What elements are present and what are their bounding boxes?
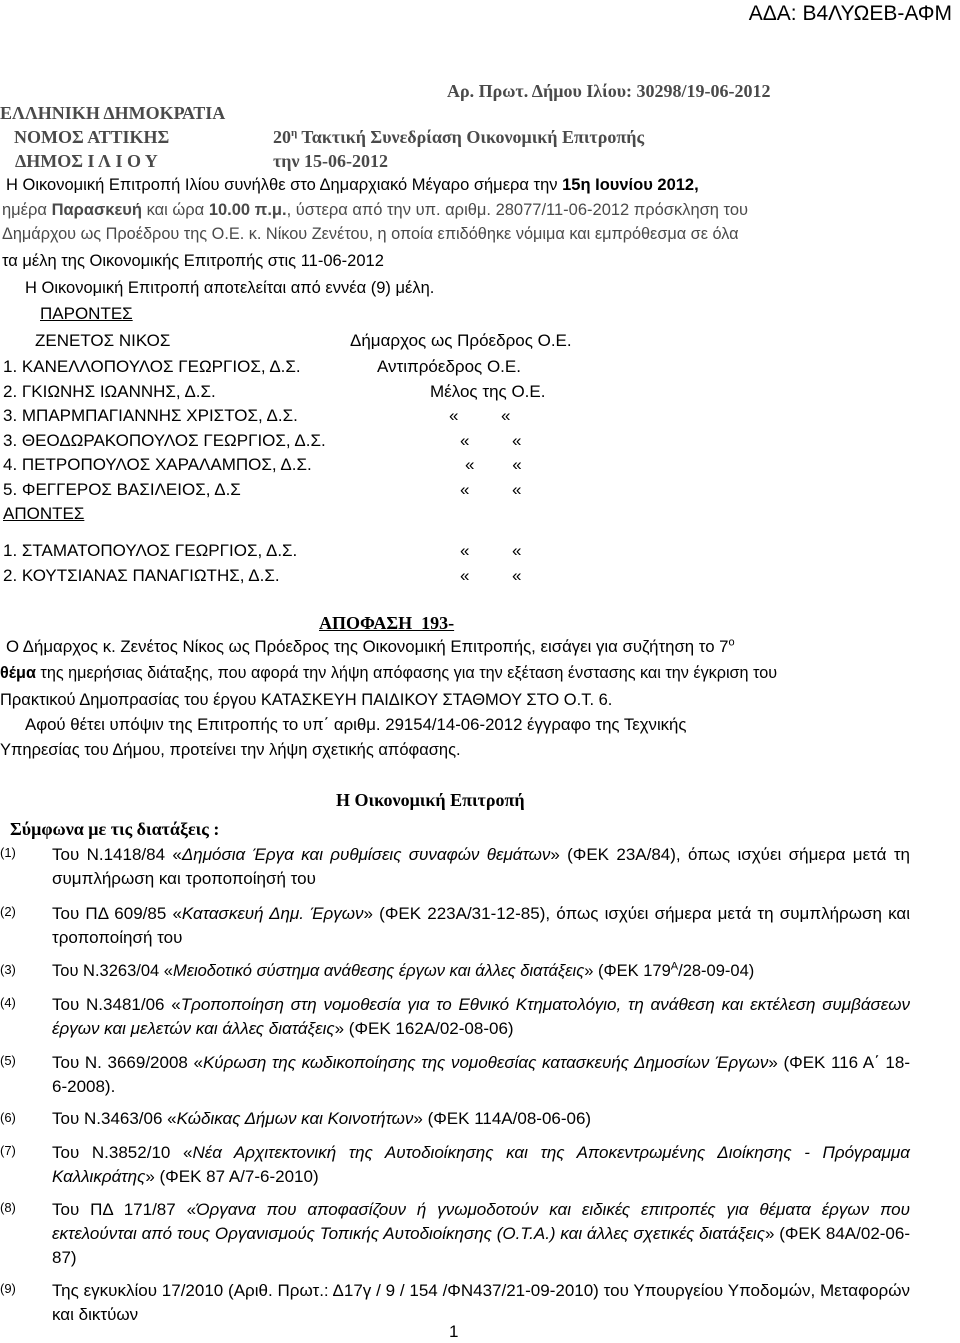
decision-title: ΑΠΟΦΑΣΗ 193- xyxy=(319,613,455,633)
session-title xyxy=(273,126,644,148)
law-text xyxy=(52,843,910,891)
list-item xyxy=(0,993,910,1041)
law-title: Δημόσια Έργα και ρυθμίσεις συναφών θεμάτων xyxy=(181,845,551,864)
law-text xyxy=(52,1051,910,1099)
decision-sup: ο xyxy=(728,636,735,649)
decision-line-1 xyxy=(6,636,735,658)
law-text xyxy=(52,960,754,982)
law-ref: Της εγκυκλίου 17/2010 (Αριθ. Πρωτ.: Δ17γ / 9 / 154 /ΦΝ437/21-09-2010) του Υπουργείου Υποδομών, Μεταφορών και δικτύων xyxy=(52,1281,910,1324)
law-ref: Του Ν.3263/04 « xyxy=(52,962,173,980)
law-title: Κύρωση της κωδικοποίησης της νομοθεσίας κατασκευής Δημοσίων Έργων xyxy=(202,1053,769,1072)
decision-line-5: Υπηρεσίας του Δήμου, προτείνει την λήψη σχετικής απόφασης. xyxy=(0,741,461,759)
member-name: 2. ΓΚΙΩΝΗΣ ΙΩΑΝΝΗΣ, Δ.Σ. xyxy=(3,382,216,401)
protocol-number: Αρ. Πρωτ. Δήμου Ιλίου: 30298/19-06-2012 xyxy=(447,81,771,101)
law-gazette: » (ΦΕΚ 87 Α/7-6-2010) xyxy=(145,1167,319,1186)
session-text: Τακτική Συνεδρίαση Οικονομική Επιτροπής xyxy=(297,127,645,147)
law-title: Νέα Αρχιτεκτονική της Αυτοδιοίκησης και της Αποκεντρωμένης Διοίκησης - Πρόγραμμα Καλλικράτης xyxy=(52,1143,911,1186)
list-item xyxy=(0,960,910,984)
decision-line-4: Αφού θέτει υπόψιν της Επιτροπής το υπ΄ αριθμ. 29154/14-06-2012 έγγραφο της Τεχνικής xyxy=(25,715,687,734)
decision-line-3: Πρακτικού Δημοπρασίας του έργου ΚΑΤΑΣΚΕΥΗ ΠΑΙΔΙΚΟΥ ΣΤΑΘΜΟΥ ΣΤΟ Ο.Τ. 6. xyxy=(0,691,613,709)
according-heading: Σύμφωνα με τις διατάξεις : xyxy=(10,819,220,839)
member-name: ΖΕΝΕΤΟΣ ΝΙΚΟΣ xyxy=(35,331,171,350)
law-text xyxy=(52,1108,591,1130)
law-ref: Του ΠΔ 609/85 « xyxy=(52,904,182,923)
list-number: (2) xyxy=(0,904,16,919)
member-role: Μέλος της Ο.Ε. xyxy=(430,382,546,401)
member-name: 3. ΘΕΟΔΩΡΑΚΟΠΟΥΛΟΣ ΓΕΩΡΓΙΟΣ, Δ.Σ. xyxy=(3,431,326,450)
session-number-sup: η xyxy=(291,127,298,139)
law-text xyxy=(52,1198,910,1270)
member-name: 1. ΚΑΝΕΛΛΟΠΟΥΛΟΣ ΓΕΩΡΓΙΟΣ, Δ.Σ. xyxy=(3,357,301,376)
member-role: « « xyxy=(460,480,522,499)
intro-text-1: Η Οικονομική Επιτροπή Ιλίου συνήλθε στο Δημαρχιακό Μέγαρο σήμερα την xyxy=(6,176,563,194)
list-number: (9) xyxy=(0,1281,16,1296)
intro-line-1 xyxy=(6,174,699,196)
law-gazette: » (ΦΕΚ 162Α/02-08-06) xyxy=(334,1019,514,1038)
list-number: (6) xyxy=(0,1110,16,1125)
law-ref: Του Ν.3463/06 « xyxy=(52,1109,177,1128)
present-row xyxy=(35,330,170,352)
list-item xyxy=(0,1279,910,1327)
list-number: (7) xyxy=(0,1143,16,1158)
intro-line-3: Δημάρχου ως Προέδρου της Ο.Ε. κ. Νίκου Ζενέτου, η οποία επιδόθηκε νόμιμα και εμπρόθεσμα σε όλα xyxy=(2,225,739,243)
list-item xyxy=(0,902,910,950)
law-title: Μειοδοτικό σύστημα ανάθεσης έργων και άλλες διατάξεις xyxy=(172,962,585,980)
law-ref: Του Ν.1418/84 « xyxy=(52,845,182,864)
law-title: Τροποποίηση στη νομοθεσία για το Εθνικό Κτηματολόγιο, τη ανάθεση και εκτέλεση συμβάσεων έργων και μελετών και άλλες διατάξεις xyxy=(52,995,910,1038)
member-name: 3. ΜΠΑΡΜΠΑΓΙΑΝΝΗΣ ΧΡΙΣΤΟΣ, Δ.Σ. xyxy=(3,406,298,425)
law-ref: Του ΠΔ 171/87 « xyxy=(52,1200,197,1219)
session-date: την 15-06-2012 xyxy=(273,151,389,171)
list-number: (8) xyxy=(0,1200,16,1215)
intro-line-4: τα μέλη της Οικονομικής Επιτροπής στις 11-06-2012 xyxy=(2,252,384,270)
municipality-title: ΔΗΜΟΣ Ι Λ Ι Ο Υ xyxy=(15,151,158,171)
member-role: Δήμαρχος ως Πρόεδρος Ο.Ε. xyxy=(350,331,572,350)
member-role: Αντιπρόεδρος Ο.Ε. xyxy=(377,357,521,376)
law-text xyxy=(52,1141,910,1189)
law-title: Κατασκευή Δημ. Έργων xyxy=(181,904,364,923)
law-text xyxy=(52,993,910,1041)
committee-heading: Η Οικονομική Επιτροπή xyxy=(336,790,525,810)
law-gazette: » (ΦΕΚ 223Α/31-12-85), όπως ισχύει σήμερα μετά τη συμπλήρωση και τροποποίησή του xyxy=(52,904,910,947)
member-name: 2. ΚΟΥΤΣΙΑΝΑΣ ΠΑΝΑΓΙΩΤΗΣ, Δ.Σ. xyxy=(3,566,280,585)
law-title: Όργανα που αποφασίζουν ή γνωμοδοτούν και ειδικές επιτροπές για θέματα έργων που εκτελούνται από τους Οργανισμούς Τοπικής Αυτοδιοίκησης (Ο.Τ.Α.) και άλλες σχετικές διατάξεις xyxy=(52,1200,910,1243)
member-name: 1. ΣΤΑΜΑΤΟΠΟΥΛΟΣ ΓΕΩΡΓΙΟΣ, Δ.Σ. xyxy=(3,541,298,560)
law-gazette: » (ΦΕΚ 116 Α΄ 18-6-2008). xyxy=(52,1053,910,1096)
list-item xyxy=(0,1051,910,1099)
list-number: (5) xyxy=(0,1053,16,1068)
law-gazette: » (ΦΕΚ 179 xyxy=(584,962,671,980)
decision-text-2: της ημερήσιας διάταξης, που αφορά την λήψη απόφασης για την εξέταση ένστασης και την έγκριση του xyxy=(35,664,778,682)
topic-word: θέμα xyxy=(0,664,36,682)
meeting-date: 15η Ιουνίου 2012, xyxy=(562,176,699,194)
list-item xyxy=(0,843,910,891)
member-role: « « xyxy=(460,431,522,450)
member-role: « « xyxy=(460,566,522,585)
page-number: 1 xyxy=(449,1322,459,1341)
meeting-time: 10.00 π.μ. xyxy=(208,201,287,219)
member-role: « « xyxy=(460,541,522,560)
session-number: 20 xyxy=(273,127,291,147)
law-gazette: » (ΦΕΚ 84Α/02-06-87) xyxy=(52,1224,911,1267)
law-ref: Του Ν.3481/06 « xyxy=(52,995,181,1014)
decision-line-2 xyxy=(0,662,777,684)
intro-line-5: Η Οικονομική Επιτροπή αποτελείται από εννέα (9) μέλη. xyxy=(25,279,435,297)
member-role: « « xyxy=(449,406,511,425)
intro-text-2c: και ώρα xyxy=(141,201,209,219)
list-item xyxy=(0,1198,910,1270)
prefecture-title: ΝΟΜΟΣ ΑΤΤΙΚΗΣ xyxy=(14,127,170,147)
law-gazette: » (ΦΕΚ 23Α/84), όπως ισχύει σήμερα μετά τη συμπλήρωση και τροποποίησή του xyxy=(52,845,910,888)
member-name: 5. ΦΕΓΓΕΡΟΣ ΒΑΣΙΛΕΙΟΣ, Δ.Σ xyxy=(3,480,241,499)
list-item xyxy=(0,1108,910,1132)
list-number: (3) xyxy=(0,962,16,977)
absent-heading: ΑΠΟΝΤΕΣ xyxy=(3,504,85,523)
law-sup: Α xyxy=(670,960,679,973)
present-heading: ΠΑΡΟΝΤΕΣ xyxy=(40,304,133,323)
law-text xyxy=(52,902,910,950)
decision-text-1: Ο Δήμαρχος κ. Ζενέτος Νίκος ως Πρόεδρος της Οικονομική Επιτροπής, εισάγει για συζήτηση το 7 xyxy=(6,637,729,656)
intro-text-2a: ημέρα xyxy=(2,201,52,219)
member-role: « « xyxy=(465,455,522,474)
list-item xyxy=(0,1141,910,1189)
law-title: Κώδικας Δήμων και Κοινοτήτων xyxy=(176,1109,414,1128)
meeting-day: Παρασκευή xyxy=(51,201,142,219)
list-number: (4) xyxy=(0,995,16,1010)
intro-line-2 xyxy=(2,199,748,221)
law-ref: Του Ν.3852/10 « xyxy=(52,1143,193,1162)
member-name: 4. ΠΕΤΡΟΠΟΥΛΟΣ ΧΑΡΑΛΑΜΠΟΣ, Δ.Σ. xyxy=(3,455,312,474)
law-text xyxy=(52,1279,910,1327)
list-number: (1) xyxy=(0,845,16,860)
ada-code: ΑΔΑ: Β4ΛΥΩΕΒ-ΑΦΜ xyxy=(748,2,952,25)
republic-title: ΕΛΛΗΝΙΚΗ ΔΗΜΟΚΡΑΤΙΑ xyxy=(0,103,226,123)
law-gazette-end: /28-09-04) xyxy=(678,962,755,980)
intro-text-2e: , ύστερα από την υπ. αριθμ. 28077/11-06-2012 πρόσκληση του xyxy=(286,201,749,219)
law-ref: Του Ν. 3669/2008 « xyxy=(52,1053,203,1072)
law-gazette: » (ΦΕΚ 114Α/08-06-06) xyxy=(413,1109,592,1128)
